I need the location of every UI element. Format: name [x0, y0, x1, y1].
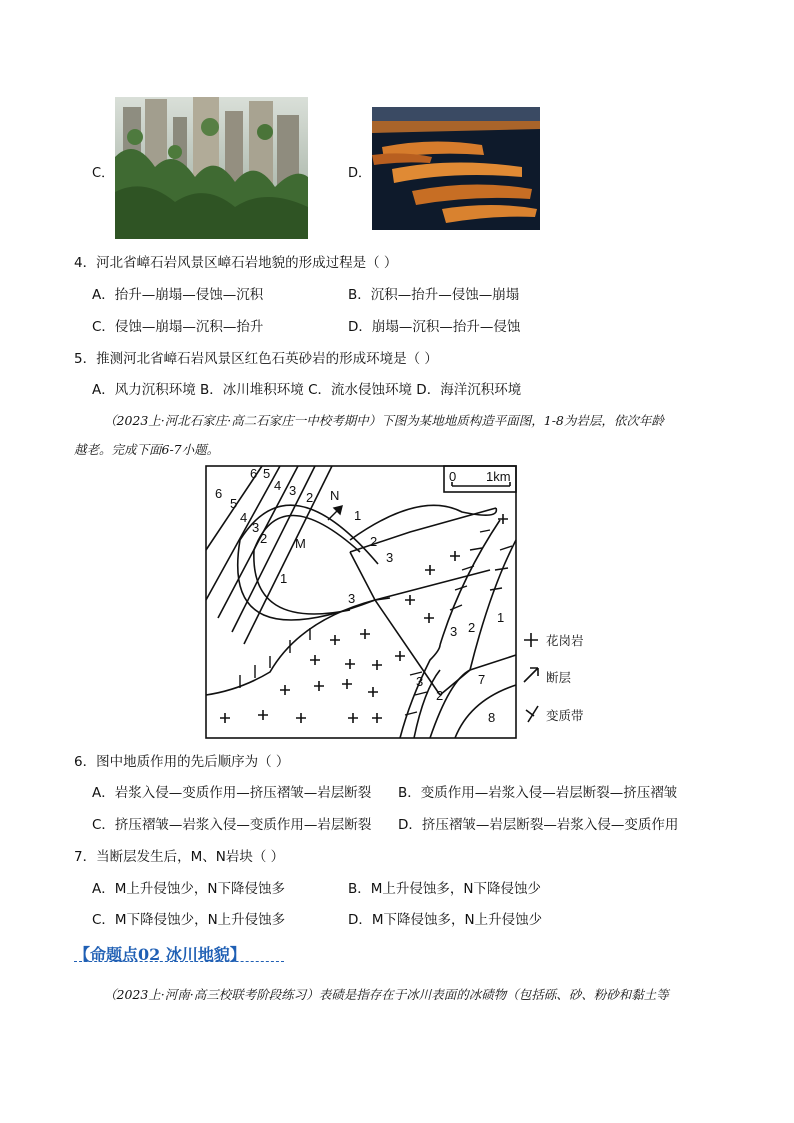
label-n: N	[330, 488, 340, 503]
q4-option-b[interactable]: B．沉积—抬升—侵蚀—崩塌	[348, 287, 520, 303]
layer-label-5: 5	[263, 466, 271, 481]
layer-label-2: 2	[468, 620, 476, 635]
layer-label-3: 3	[252, 520, 260, 535]
layer-label-4: 4	[240, 510, 248, 525]
layer-label-2: 2	[370, 534, 378, 549]
section-underline	[74, 961, 284, 962]
layer-label-3: 3	[386, 550, 394, 565]
label-m: M	[295, 536, 306, 551]
option-c-label: C．	[92, 166, 115, 181]
q4-option-c[interactable]: C．侵蚀—崩塌—沉积—抬升	[92, 319, 264, 335]
section-title: 【命题点02 冰川地貌】	[74, 945, 246, 964]
layer-label-6: 6	[215, 486, 223, 501]
intro-line-2: 越老。完成下面6-7小题。	[74, 442, 220, 457]
scale-km: 1km	[486, 469, 511, 484]
question-5-stem: 5．推测河北省嶂石岩风景区红色石英砂岩的形成环境是（ ）	[74, 351, 438, 367]
scale-zero: 0	[449, 469, 457, 484]
layer-label-6: 6	[250, 466, 258, 481]
question-6-stem: 6．图中地质作用的先后顺序为（ ）	[74, 754, 290, 770]
intro-line-1: （2023上·河北石家庄·高二石家庄一中校考期中）下图为某地地质构造平面图，1-8为岩层，依次年龄	[104, 413, 664, 428]
q5-options[interactable]: A．风力沉积环境 B．冰川堆积环境 C．流水侵蚀环境 D．海洋沉积环境	[92, 382, 522, 398]
option-d-photo	[372, 107, 540, 230]
option-c-photo	[115, 97, 308, 239]
question-7-stem: 7．当断层发生后，M、N岩块（ ）	[74, 849, 285, 865]
intro2-line-1: （2023上·河南·高三校联考阶段练习）表碛是指存在于冰川表面的冰碛物（包括砾、砂、粉砂和黏土等	[104, 987, 669, 1002]
layer-label-3: 3	[416, 674, 424, 689]
legend-fault: 断层	[546, 670, 572, 685]
layer-label-7: 7	[478, 672, 486, 687]
layer-label-3: 3	[450, 624, 458, 639]
q7-option-c[interactable]: C．M下降侵蚀少，N上升侵蚀多	[92, 912, 286, 928]
question-4-stem: 4．河北省嶂石岩风景区嶂石岩地貌的形成过程是（ ）	[74, 255, 398, 271]
q6-option-c[interactable]: C．挤压褶皱—岩浆入侵—变质作用—岩层断裂	[92, 817, 372, 833]
layer-label-3: 3	[289, 483, 297, 498]
q6-option-a[interactable]: A．岩浆入侵—变质作用—挤压褶皱—岩层断裂	[92, 785, 372, 801]
legend-granite: 花岗岩	[546, 633, 584, 648]
q6-option-d[interactable]: D．挤压褶皱—岩层断裂—岩浆入侵—变质作用	[398, 817, 679, 833]
layer-label-5: 5	[230, 496, 238, 511]
q7-option-a[interactable]: A．M上升侵蚀少，N下降侵蚀多	[92, 881, 285, 897]
q7-option-d[interactable]: D．M下降侵蚀多，N上升侵蚀少	[348, 912, 543, 928]
option-d-label: D．	[348, 166, 372, 181]
layer-label-3: 3	[348, 591, 356, 606]
layer-label-1: 1	[497, 610, 505, 625]
layer-label-1: 1	[354, 508, 362, 523]
geologic-map	[200, 460, 610, 745]
layer-label-8: 8	[488, 710, 496, 725]
layer-label-1: 1	[280, 571, 288, 586]
q7-option-b[interactable]: B．M上升侵蚀多，N下降侵蚀少	[348, 881, 542, 897]
layer-label-2: 2	[436, 688, 444, 703]
legend-metamorphic: 变质带	[546, 708, 584, 723]
q6-option-b[interactable]: B．变质作用—岩浆入侵—岩层断裂—挤压褶皱	[398, 785, 678, 801]
q4-option-a[interactable]: A．抬升—崩塌—侵蚀—沉积	[92, 287, 264, 303]
layer-label-2: 2	[306, 490, 314, 505]
layer-label-4: 4	[274, 478, 282, 493]
q4-option-d[interactable]: D．崩塌—沉积—抬升—侵蚀	[348, 319, 521, 335]
layer-label-2: 2	[260, 531, 268, 546]
